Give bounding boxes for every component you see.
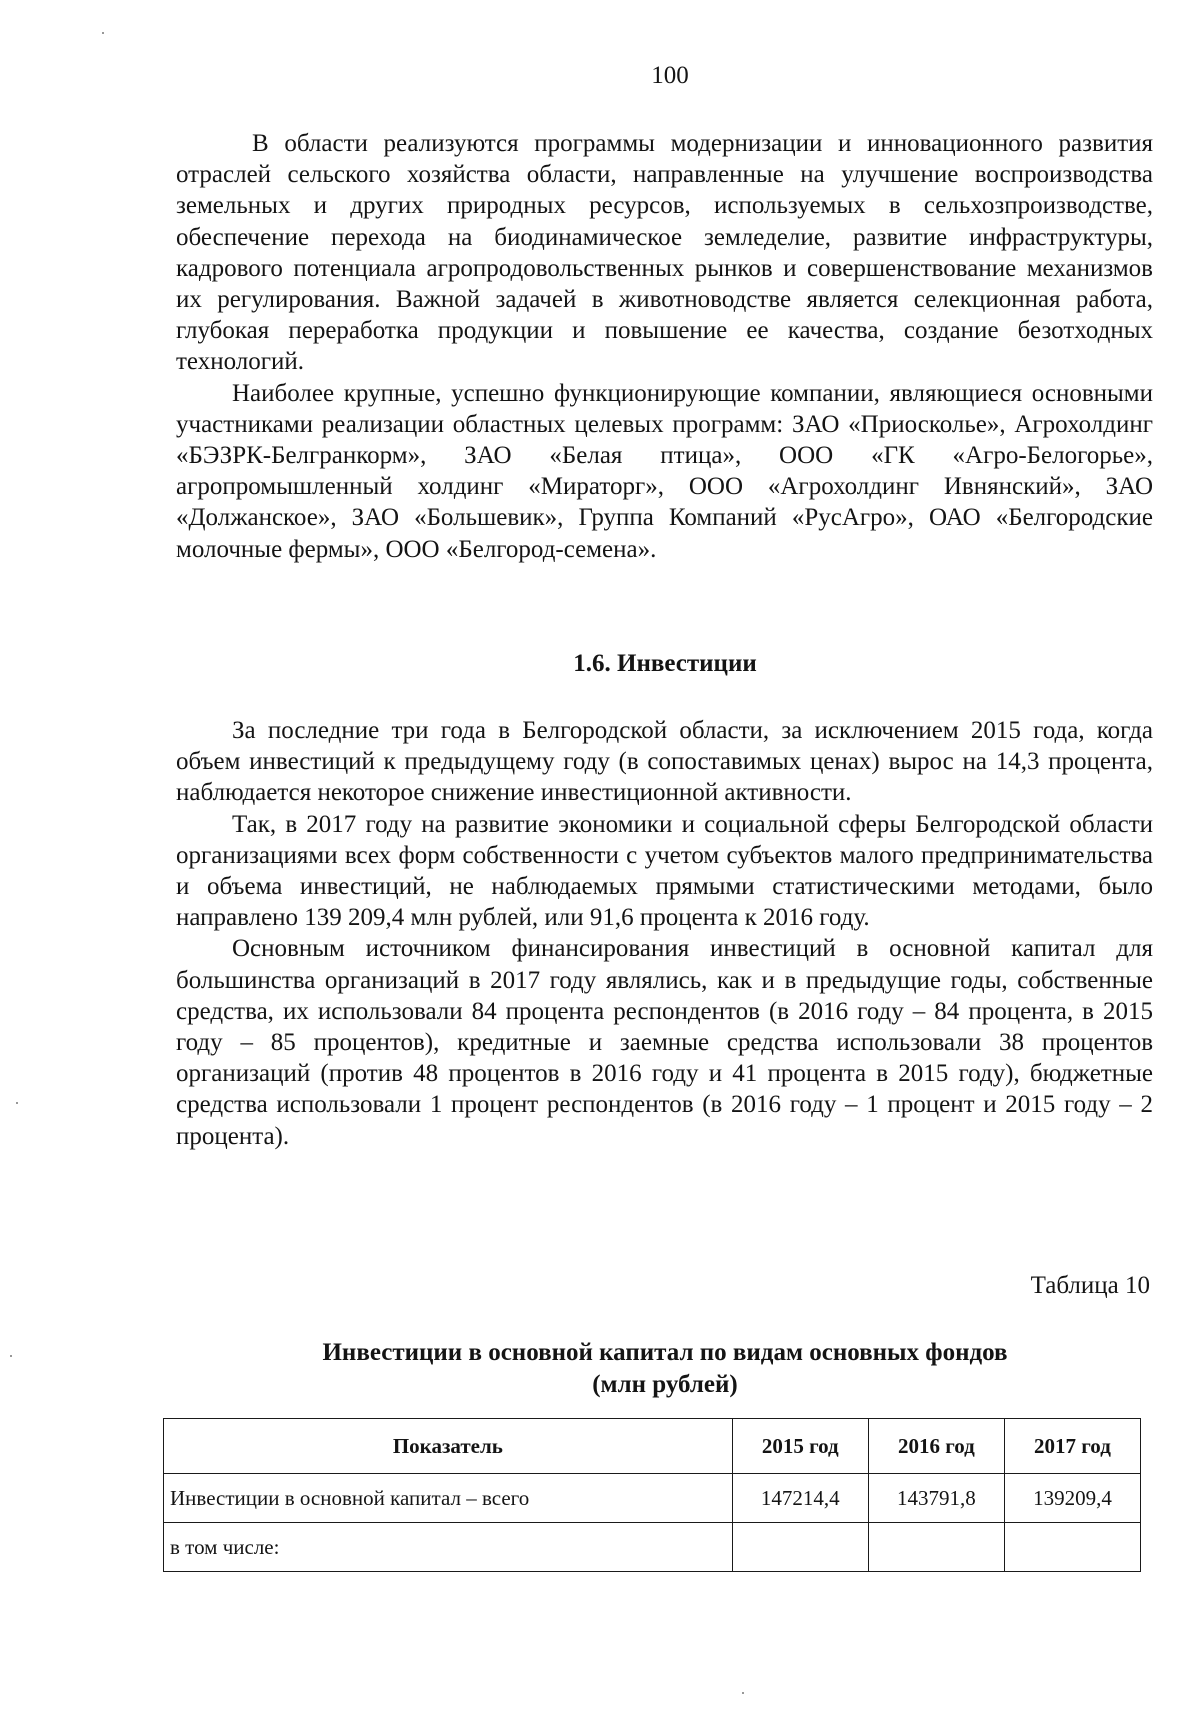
row-label: в том числе: [164, 1523, 733, 1572]
paragraph: В области реализуются программы модернизации и инновационного развития отраслей сельского хозяйства области, направленные на улучшение воспроизводства земельных и других природных ресурсов, используемых в сельхозпроизводстве, обеспечение перехода на биодинамическое земледелие, развитие инфраструктуры, кадрового потенциала агропродовольственных рынков и совершенствование механизмов их регулирования. Важной задачей в животноводстве является селекционная работа, глубокая переработка продукции и повышение ее качества, создание безотходных технологий. [176, 130, 1153, 376]
section-heading: 1.6. Инвестиции [573, 650, 757, 677]
scan-speck [742, 1692, 744, 1694]
paragraph: Так, в 2017 году на развитие экономики и социальной сферы Белгородской области организациями всех форм собственности с учетом субъектов малого предпринимательства и объема инвестиций, не наблюдаемых прямыми статистическими методами, было направлено 139 209,4 млн рублей, или 91,6 процента к 2016 году. [176, 810, 1153, 932]
table-title-line: Инвестиции в основной капитал по видам основных фондов [322, 1339, 1008, 1366]
text-block-agriculture [176, 128, 1153, 565]
paragraph: Наиболее крупные, успешно функционирующие компании, являющиеся основными участниками реализации областных целевых программ: ЗАО «Приосколье», Агрохолдинг «БЭЗРК-Белгранкорм», ЗАО «Белая птица», ООО «ГК «Агро-Белогорье», агропромышленный холдинг «Мираторг», ООО «Агрохолдинг Ивнянский», ЗАО «Должанское», ЗАО «Большевик», Группа Компаний «РусАгро», ОАО «Белгородские молочные фермы», ООО «Белгород-семена». [176, 379, 1153, 563]
row-label: Инвестиции в основной капитал – всего [164, 1474, 733, 1523]
table-row [164, 1523, 1141, 1572]
paragraph: Основным источником финансирования инвестиций в основной капитал для большинства организаций в 2017 году являлись, как и в предыдущие годы, собственные средства, их использовали 84 процента респондентов (в 2016 году – 84 процента, в 2015 году – 85 процентов), кредитные и заемные средства использовали 38 процентов организаций (против 48 процентов в 2016 году и 41 процента в 2015 году), бюджетные средства использовали 1 процент респондентов (в 2016 году – 1 процент и 2015 году – 2 процента). [176, 935, 1153, 1150]
investment-table [163, 1418, 1141, 1572]
scan-speck [10, 1355, 12, 1357]
table-title-unit: (млн рублей) [592, 1371, 738, 1398]
table-row [164, 1474, 1141, 1523]
cell-2015: 147214,4 [732, 1474, 868, 1523]
table-header-row [164, 1419, 1141, 1474]
paragraph: За последние три года в Белгородской области, за исключением 2015 года, когда объем инвестиций к предыдущему году (в сопоставимых ценах) вырос на 14,3 процента, наблюдается некоторое снижение инвестиционной активности. [176, 717, 1153, 807]
text-block-investments [176, 715, 1153, 1152]
header-2015: 2015 год [732, 1419, 868, 1474]
table-caption: Таблица 10 [1030, 1272, 1150, 1299]
cell-2017 [1004, 1523, 1140, 1572]
cell-2016 [868, 1523, 1004, 1572]
cell-2015 [732, 1523, 868, 1572]
scan-speck [16, 1102, 18, 1104]
header-2016: 2016 год [868, 1419, 1004, 1474]
header-indicator: Показатель [164, 1419, 733, 1474]
cell-2017: 139209,4 [1004, 1474, 1140, 1523]
scan-speck [102, 32, 104, 34]
header-2017: 2017 год [1004, 1419, 1140, 1474]
page-number: 100 [651, 62, 689, 89]
cell-2016: 143791,8 [868, 1474, 1004, 1523]
table-title [0, 1337, 1200, 1401]
